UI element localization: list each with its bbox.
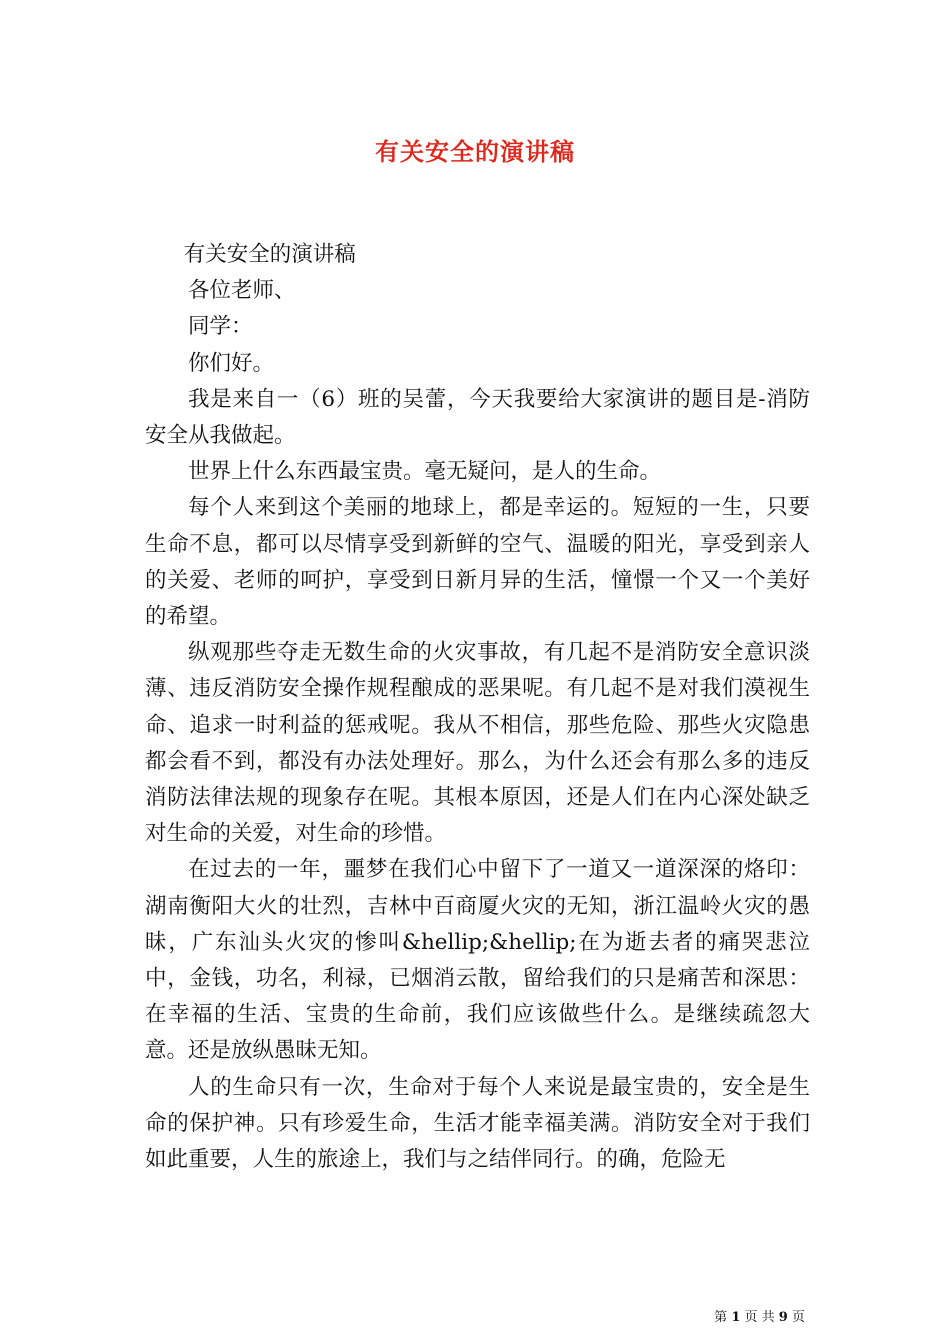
paragraph: 世界上什么东西最宝贵。毫无疑问，是人的生命。	[188, 459, 662, 485]
paragraph: 人的生命只有一次，生命对于每个人来说是最宝贵的，安全是生命的保护神。只有珍爱生命，生活才能幸福美满。消防安全对于我们如此重要，人生的旅途上，我们与之结伴同行。的确，危险无	[145, 1074, 810, 1173]
paragraph: 纵观那些夺走无数生命的火灾事故，有几起不是消防安全意识淡薄、违反消防安全操作规程酿成的恶果呢。有几起不是对我们漠视生命、追求一时利益的惩戒呢。我从不相信，那些危险、那些火灾隐患都会看不到，都没有办法处理好。那么，为什么还会有那么多的违反消防法律法规的现象存在呢。其根本原因，还是人们在内心深处缺乏对生命的关爱，对生命的珍惜。	[145, 640, 810, 847]
document-subtitle: 有关安全的演讲稿	[183, 242, 356, 267]
footer-suffix: 页	[791, 1310, 805, 1325]
document-title: 有关安全的演讲稿	[375, 137, 575, 166]
footer-middle: 页 共	[744, 1310, 775, 1325]
paragraph: 各位老师、	[188, 278, 296, 304]
paragraph: 我是来自一（6）班的吴蕾，今天我要给大家演讲的题目是-消防安全从我做起。	[145, 386, 810, 449]
paragraph: 你们好。	[188, 350, 275, 376]
current-page-number: 1	[731, 1310, 741, 1325]
footer-prefix: 第	[714, 1310, 728, 1325]
page-footer	[714, 1306, 805, 1325]
total-page-count: 9	[778, 1310, 788, 1325]
document-body	[145, 237, 810, 1178]
paragraph: 每个人来到这个美丽的地球上，都是幸运的。短短的一生，只要生命不息，都可以尽情享受到新鲜的空气、温暖的阳光，享受到亲人的关爱、老师的呵护，享受到日新月异的生活，憧憬一个又一个美好的希望。	[145, 495, 810, 630]
paragraph: 同学：	[188, 314, 253, 340]
paragraph: 在过去的一年，噩梦在我们心中留下了一道又一道深深的烙印：湖南衡阳大火的壮烈，吉林中百商厦火灾的无知，浙江温岭火灾的愚昧，广东汕头火灾的惨叫&hellip;&hellip;在为逝去者的痛哭悲泣中，金钱，功名，利禄，已烟消云散，留给我们的只是痛苦和深思：在幸福的生活、宝贵的生命前，我们应该做些什么。是继续疏忽大意。还是放纵愚昧无知。	[145, 857, 810, 1064]
